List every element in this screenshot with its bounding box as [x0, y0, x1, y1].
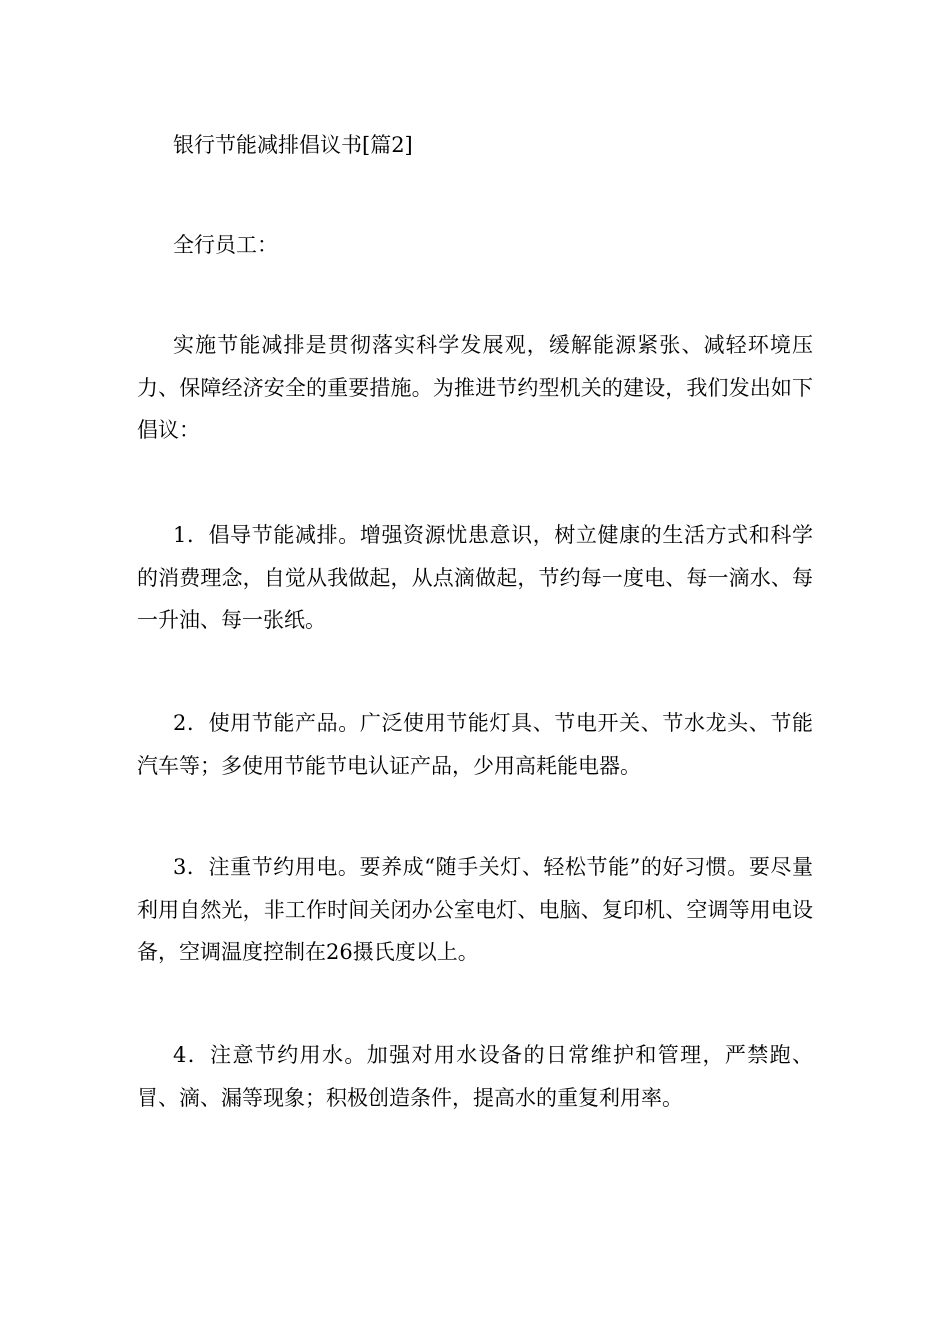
document-title: 银行节能减排倡议书[篇2]: [173, 133, 413, 157]
proposal-item-1: 1．倡导节能减排。增强资源忧患意识，树立健康的生活方式和科学的消费理念，自觉从我做起，从点滴做起，节约每一度电、每一滴水、每一升油、每一张纸。: [137, 523, 813, 632]
salutation: 全行员工：: [173, 233, 278, 257]
proposal-item-4: 4．注意节约用水。加强对用水设备的日常维护和管理，严禁跑、冒、滴、漏等现象；积极创造条件，提高水的重复利用率。: [137, 1043, 813, 1110]
proposal-item-3: 3．注重节约用电。要养成“随手关灯、轻松节能”的好习惯。要尽量利用自然光，非工作时间关闭办公室电灯、电脑、复印机、空调等用电设备，空调温度控制在26摄氏度以上。: [137, 855, 813, 964]
proposal-item-2: 2．使用节能产品。广泛使用节能灯具、节电开关、节水龙头、节能汽车等；多使用节能节电认证产品，少用高耗能电器。: [137, 711, 813, 778]
intro-paragraph: 实施节能减排是贯彻落实科学发展观，缓解能源紧张、减轻环境压力、保障经济安全的重要措施。为推进节约型机关的建设，我们发出如下倡议：: [137, 333, 813, 442]
